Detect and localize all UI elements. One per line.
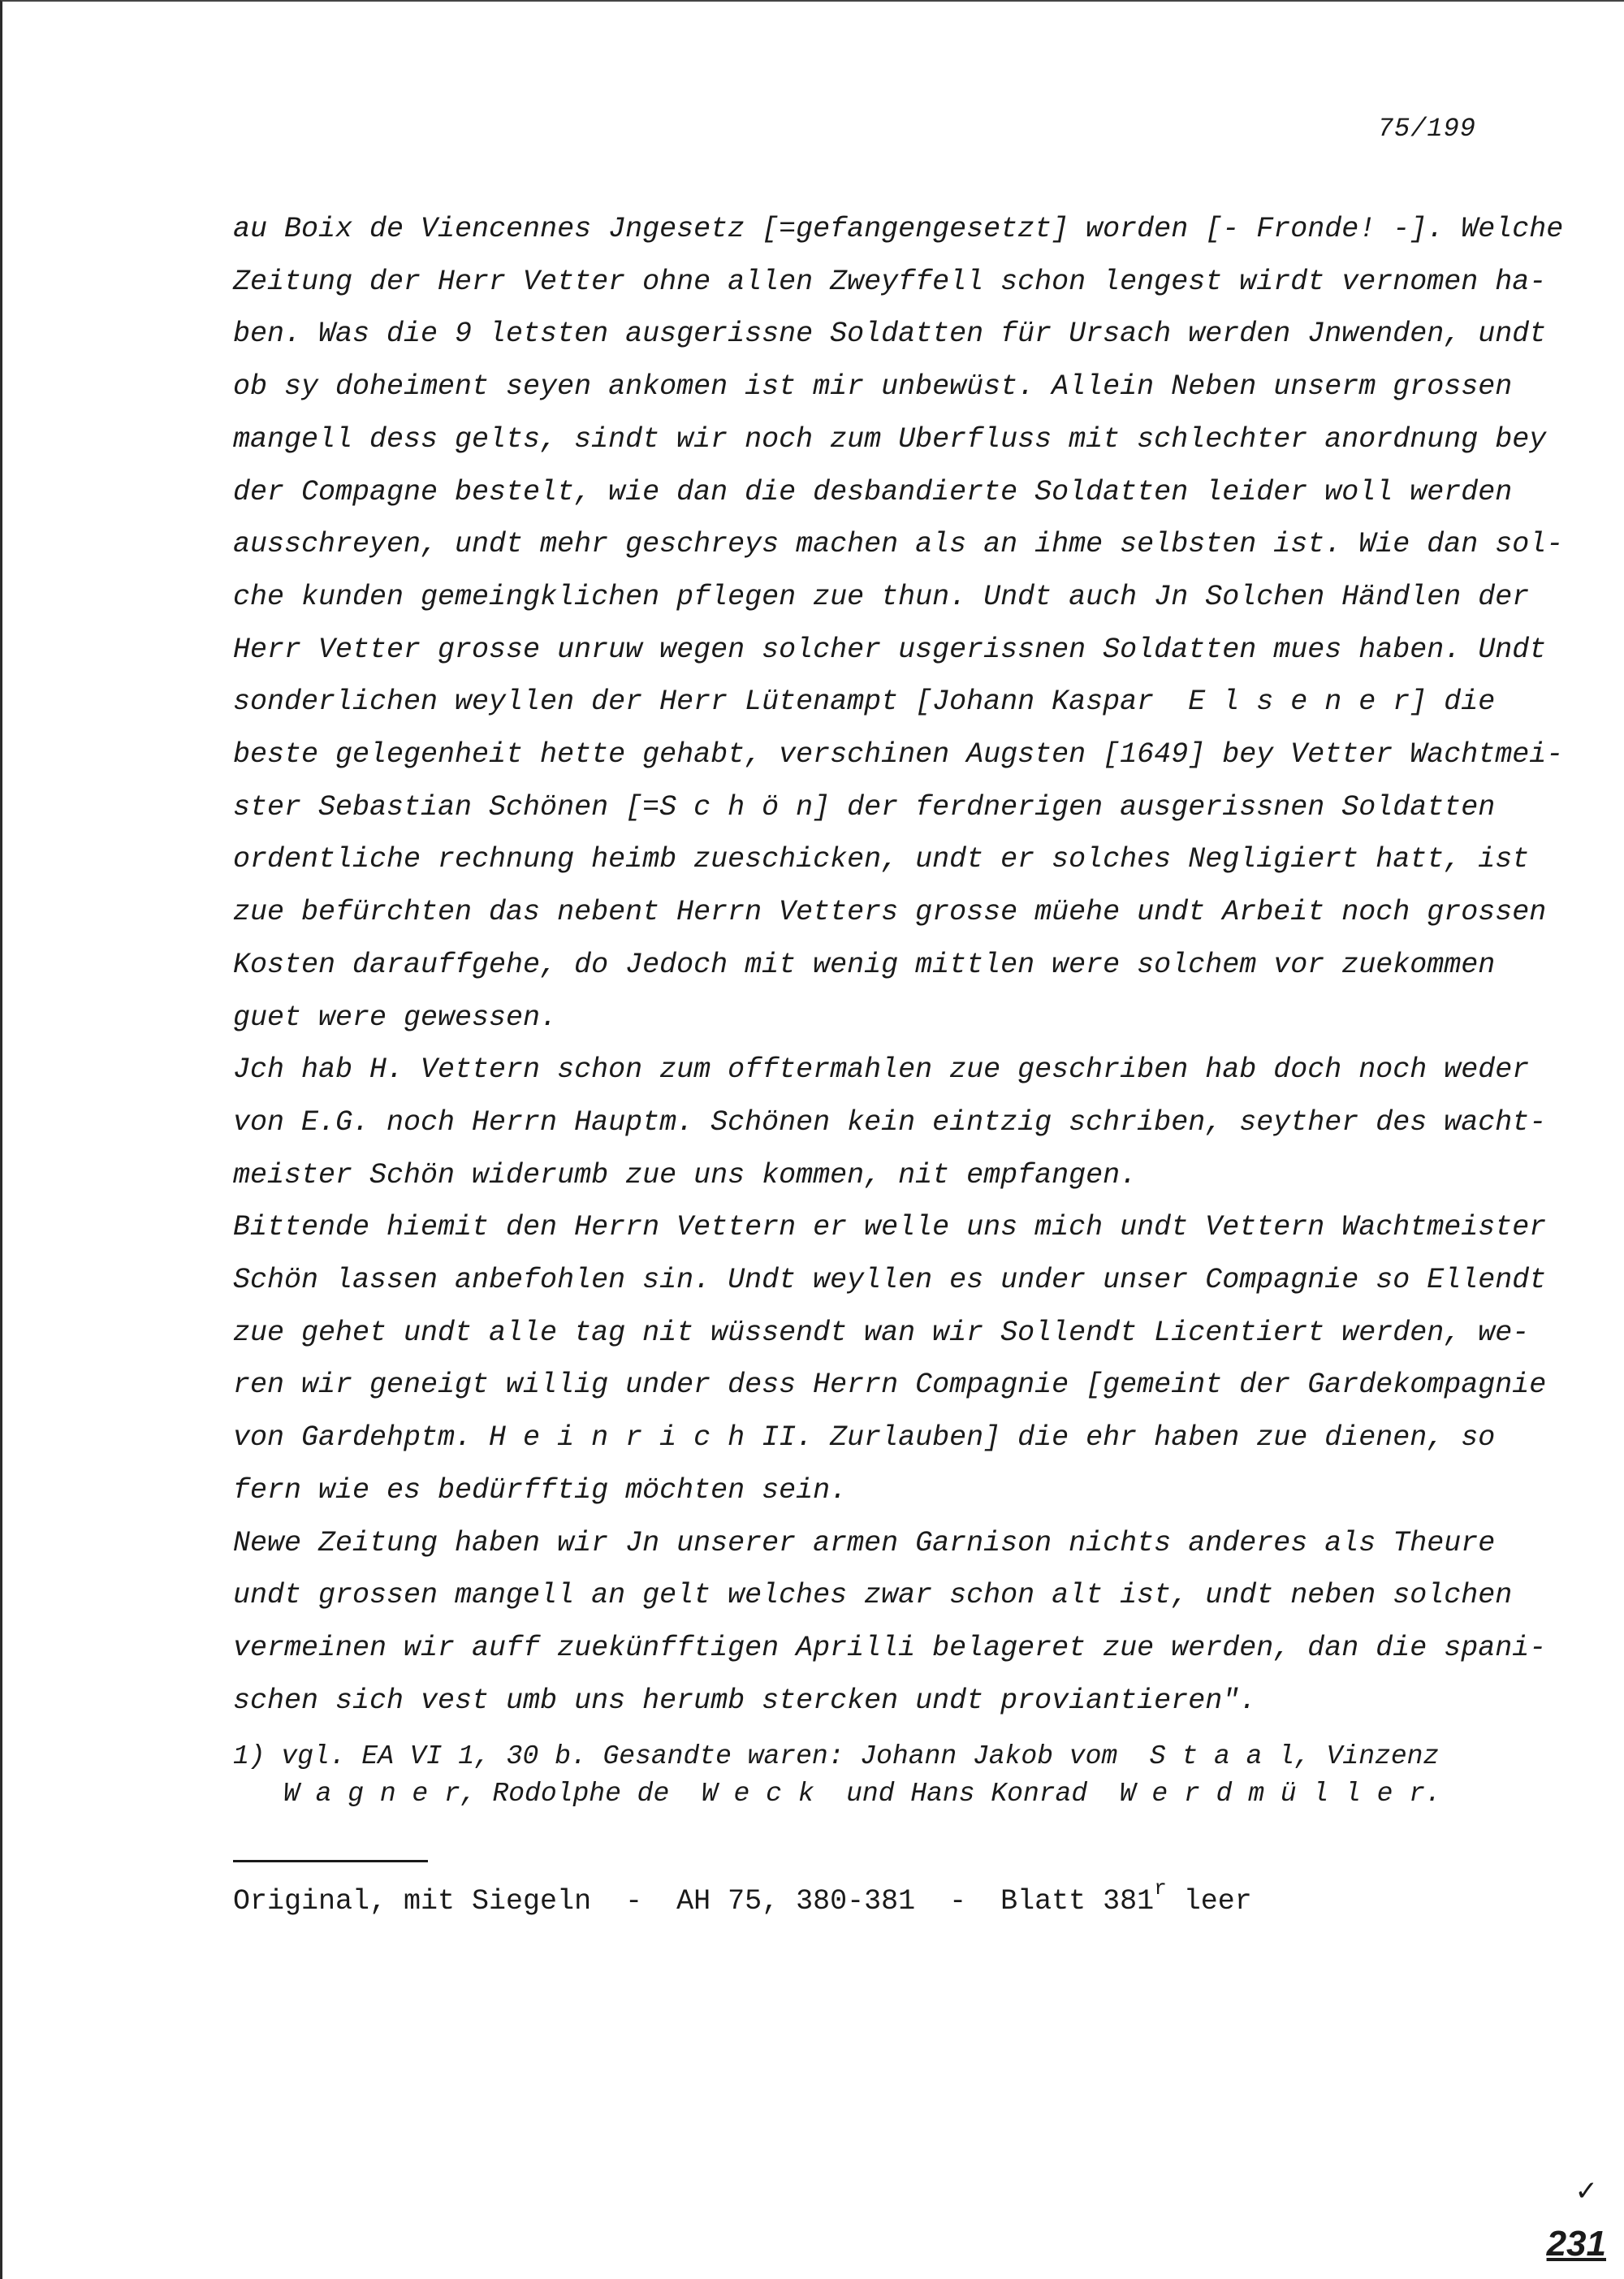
body-line: Zeitung der Herr Vetter ohne allen Zweyffell schon lengest wirdt vernomen ha- [233,265,1547,298]
body-line: der Compagne bestelt, wie dan die desbandierte Soldatten leider woll werden [233,475,1513,508]
body-line: Kosten darauffgehe, do Jedoch mit wenig mittlen were solchem vor zuekommen [233,948,1496,981]
body-line: au Boix de Viencennes Jngesetz [=gefangengesetzt] worden [- Fronde! -]. Welche [233,213,1564,245]
body-line: mangell dess gelts, sindt wir noch zum Uberfluss mit schlechter anordnung bey [233,422,1547,456]
body-line: ster Sebastian Schönen [=S c h ö n] der ferdnerigen ausgerissnen Soldatten [233,790,1496,824]
footnote-divider [233,1860,428,1862]
body-line: ben. Was die 9 letsten ausgerissne Soldatten für Ursach werden Jnwenden, undt [233,318,1547,351]
page-number: 75/199 [1377,114,1476,144]
body-line: ordentliche rechnung heimb zueschicken, undt er solches Negligiert hatt, ist [233,843,1530,876]
body-line: schen sich vest umb uns herumb stercken undt proviantieren". [233,1684,1257,1717]
body-line: Newe Zeitung haben wir Jn unserer armen Garnison nichts anderes als Theure [233,1526,1496,1559]
body-line: Jch hab H. Vettern schon zum offtermahlen zue geschriben hab doch noch weder [233,1053,1530,1087]
letter-body [233,203,1564,1727]
source-suffix: leer [1166,1885,1252,1918]
body-line: fern wie es bedürfftig möchten sein. [233,1473,848,1507]
source-superscript: r [1154,1876,1167,1901]
body-line: undt grossen mangell an gelt welches zwar schon alt ist, undt neben solchen [233,1579,1513,1612]
body-line: zue befürchten das nebent Herrn Vetters grosse müehe undt Arbeit noch grossen [233,896,1547,929]
body-line: Schön lassen anbefohlen sin. Undt weyllen es under unser Compagnie so Ellendt [233,1264,1547,1297]
footnote-line: 1) vgl. EA VI 1, 30 b. Gesandte waren: Johann Jakob vom S t a a l, Vinzenz [233,1741,1440,1771]
body-line: meister Schön widerumb zue uns kommen, nit empfangen. [233,1158,1138,1191]
body-line: von E.G. noch Herrn Hauptm. Schönen kein eintzig schriben, seyther des wacht- [233,1105,1547,1139]
body-line: Herr Vetter grosse unruw wegen solcher usgerissnen Soldatten mues haben. Undt [233,633,1547,666]
footnote [233,1738,1548,1813]
archive-stamp-number: 231 [1546,2224,1606,2264]
body-line: beste gelegenheit hette gehabt, verschinen Augsten [1649] bey Vetter Wachtmei- [233,738,1564,772]
body-line: vermeinen wir auff zuekünfftigen Aprilli belageret zue werden, dan die spani- [233,1631,1547,1664]
body-line: Bittende hiemit den Herrn Vettern er welle uns mich undt Vettern Wachtmeister [233,1211,1547,1244]
check-mark-icon: ✓ [1574,2175,1598,2208]
body-line: ren wir geneigt willig under dess Herrn Compagnie [gemeint der Gardekompagnie [233,1369,1547,1402]
source-text: Original, mit Siegeln - AH 75, 380-381 - Blatt 381 [233,1885,1155,1918]
body-line: sonderlichen weyllen der Herr Lütenampt [Johann Kaspar E l s e n e r] die [233,685,1496,719]
body-line: che kunden gemeingklichen pflegen zue thun. Undt auch Jn Solchen Händlen der [233,580,1530,613]
body-line: guet were gewessen. [233,1001,558,1034]
body-line: ausschreyen, undt mehr geschreys machen als an ihme selbsten ist. Wie dan sol- [233,528,1564,561]
source-note [233,1876,1252,1918]
footnote-line: W a g n e r, Rodolphe de W e c k und Hans Konrad W e r d m ü l l e r. [283,1779,1441,1809]
body-line: ob sy doheiment seyen ankomen ist mir unbewüst. Allein Neben unserm grossen [233,370,1513,404]
body-line: von Gardehptm. H e i n r i c h II. Zurlauben] die ehr haben zue dienen, so [233,1421,1496,1455]
body-line: zue gehet undt alle tag nit wüssendt wan wir Sollendt Licentiert werden, we- [233,1316,1530,1349]
